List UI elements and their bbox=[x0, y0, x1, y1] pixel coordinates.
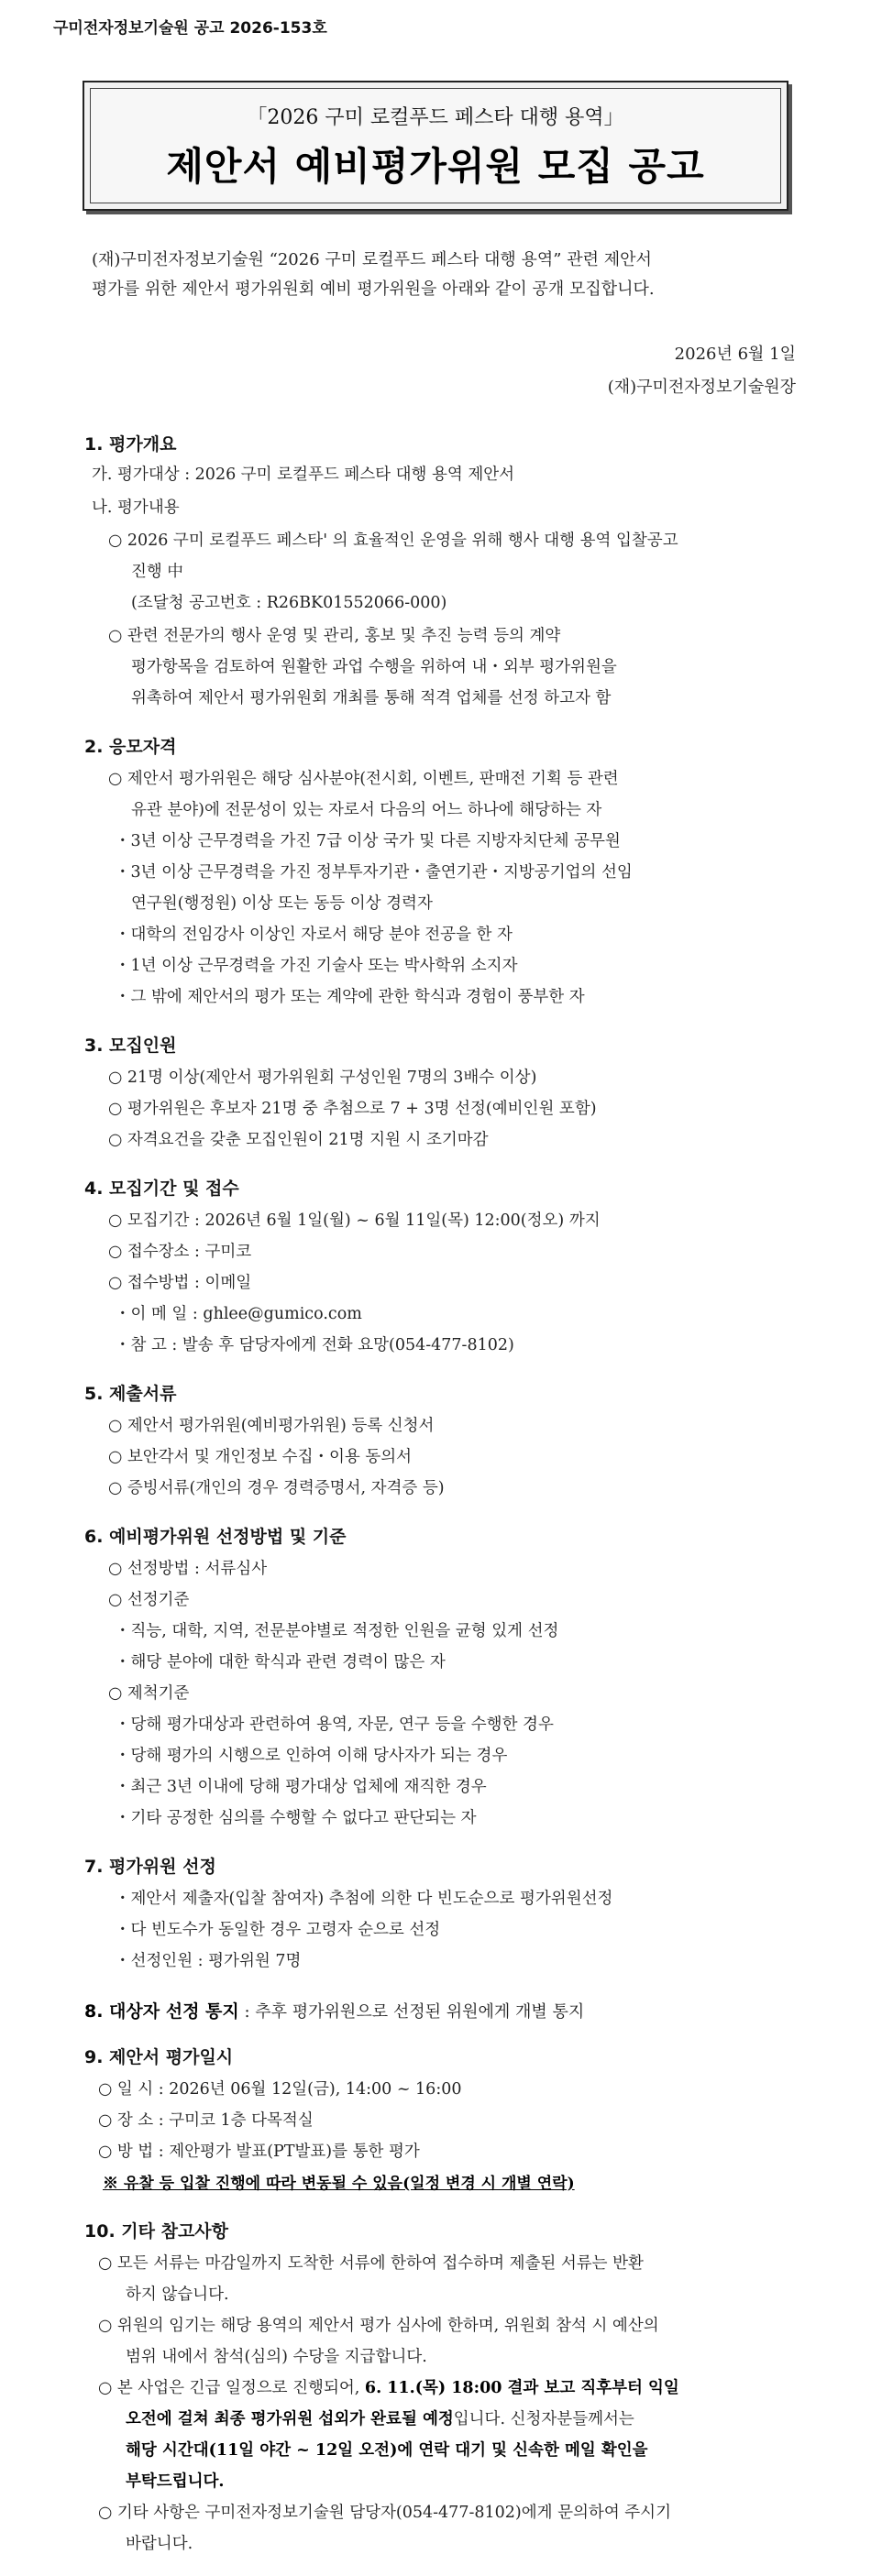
s2-line: 유관 분야)에 전문성이 있는 자로서 다음의 어느 하나에 해당하는 자 bbox=[131, 801, 602, 819]
s10-line: 하지 않습니다. bbox=[126, 2286, 229, 2304]
s6-line: ○ 선정방법 : 서류심사 bbox=[108, 1560, 268, 1578]
page-title: 제안서 예비평가위원 모집 공고 bbox=[166, 144, 705, 189]
s1-line: 위촉하여 제안서 평가위원회 개최를 통해 적격 업체를 선정 하고자 함 bbox=[131, 689, 612, 707]
s6-line: ・당해 평가의 시행으로 인하여 이해 당사자가 되는 경우 bbox=[115, 1747, 508, 1765]
s4-line: ・참 고 : 발송 후 담당자에게 전화 요망(054-477-8102) bbox=[115, 1336, 514, 1354]
s1-line: 평가항목을 검토하여 원활한 과업 수행을 위하여 내・외부 평가위원을 bbox=[131, 658, 617, 676]
s6-line: ・기타 공정한 심의를 수행할 수 없다고 판단되는 자 bbox=[115, 1809, 477, 1827]
s10-emphasis: 부탁드립니다. bbox=[126, 2472, 225, 2491]
section-8-title: 8. 대상자 선정 통지 bbox=[84, 2001, 239, 2022]
s7-line: ・선정인원 : 평가위원 7명 bbox=[115, 1952, 302, 1970]
s10-line-part: ○ 본 사업은 긴급 일정으로 진행되어, bbox=[98, 2379, 365, 2397]
intro-line-1: (재)구미전자정보기술원 “2026 구미 로컬푸드 페스타 대행 용역” 관련 제안서 bbox=[92, 250, 652, 269]
s10-emphasis: 6. 11.(목) 18:00 결과 보고 직후부터 익일 bbox=[364, 2379, 679, 2397]
s10-emphasis: 해당 시간대(11일 야간 ~ 12일 오전)에 연락 대기 및 신속한 메일 확인을 bbox=[126, 2441, 648, 2460]
section-10-title: 10. 기타 참고사항 bbox=[84, 2221, 229, 2242]
s7-line: ・다 빈도수가 동일한 경우 고령자 순으로 선정 bbox=[115, 1921, 441, 1939]
section-7-title: 7. 평가위원 선정 bbox=[84, 1857, 216, 1877]
notice-date: 2026년 6월 1일 bbox=[674, 345, 796, 364]
s2-line: ・3년 이상 근무경력을 가진 7급 이상 국가 및 다른 지방자치단체 공무원 bbox=[115, 832, 621, 850]
s9-line: ○ 일 시 : 2026년 06월 12일(금), 14:00 ~ 16:00 bbox=[98, 2080, 462, 2099]
s6-line: ・당해 평가대상과 관련하여 용역, 자문, 연구 등을 수행한 경우 bbox=[115, 1716, 554, 1734]
s7-line: ・제안서 제출자(입찰 참여자) 추첨에 의한 다 빈도순으로 평가위원선정 bbox=[115, 1890, 613, 1908]
s1-line: 가. 평가대상 : 2026 구미 로컬푸드 페스타 대행 용역 제안서 bbox=[92, 466, 515, 484]
s10-emphasis: 오전에 걸쳐 최종 평가위원 섭외가 완료될 예정 bbox=[126, 2410, 454, 2428]
s4-line: ○ 접수장소 : 구미코 bbox=[108, 1243, 252, 1261]
s4-line: ・이 메 일 : ghlee@gumico.com bbox=[115, 1305, 362, 1323]
title-box bbox=[83, 81, 788, 211]
section-3-title: 3. 모집인원 bbox=[84, 1036, 177, 1056]
s4-line: ○ 모집기간 : 2026년 6월 1일(월) ~ 6월 11일(목) 12:00(정오) 까지 bbox=[108, 1211, 601, 1230]
section-8-text: : 추후 평가위원으로 선정된 위원에게 개별 통지 bbox=[238, 2002, 585, 2022]
intro-paragraph bbox=[92, 246, 798, 304]
s1-line: (조달청 공고번호 : R26BK01552066-000) bbox=[131, 594, 447, 612]
issuer-name: (재)구미전자정보기술원장 bbox=[607, 378, 796, 397]
s10-line: ○ 위원의 임기는 해당 용역의 제안서 평가 심사에 한하며, 위원회 참석 시 예산의 bbox=[98, 2317, 659, 2335]
s2-line: ・그 밖에 제안서의 평가 또는 계약에 관한 학식과 경험이 풍부한 자 bbox=[115, 988, 585, 1006]
section-9-title: 9. 제안서 평가일시 bbox=[84, 2047, 234, 2067]
s6-line: ・직능, 대학, 지역, 전문분야별로 적정한 인원을 균형 있게 선정 bbox=[115, 1622, 559, 1640]
s3-line: ○ 자격요건을 갖춘 모집인원이 21명 지원 시 조기마감 bbox=[108, 1131, 489, 1149]
section-4-title: 4. 모집기간 및 접수 bbox=[84, 1178, 239, 1199]
s10-line bbox=[98, 2375, 679, 2398]
s2-line: ○ 제안서 평가위원은 해당 심사분야(전시회, 이벤트, 판매전 기획 등 관련 bbox=[108, 770, 619, 788]
s10-line-part: 입니다. 신청자분들께서는 bbox=[453, 2410, 634, 2428]
s1-line: 나. 평가내용 bbox=[92, 499, 180, 517]
s5-line: ○ 보안각서 및 개인정보 수집・이용 동의서 bbox=[108, 1448, 413, 1466]
s2-line: 연구원(행정원) 이상 또는 동등 이상 경력자 bbox=[131, 894, 433, 913]
s1-line: ○ 2026 구미 로컬푸드 페스타' 의 효율적인 운영을 위해 행사 대행 용역 입찰공고 bbox=[108, 532, 678, 550]
section-2-title: 2. 응모자격 bbox=[84, 737, 177, 757]
s10-line: ○ 모든 서류는 마감일까지 도착한 서류에 한하여 접수하며 제출된 서류는 반환 bbox=[98, 2254, 644, 2273]
notice-number: 구미전자정보기술원 공고 2026-153호 bbox=[53, 19, 327, 38]
s4-line: ○ 접수방법 : 이메일 bbox=[108, 1274, 252, 1292]
s6-line: ・최근 3년 이내에 당해 평가대상 업체에 재직한 경우 bbox=[115, 1778, 487, 1796]
intro-line-2: 평가를 위한 제안서 평가위원회 예비 평가위원을 아래와 같이 공개 모집합니다. bbox=[92, 280, 655, 299]
s10-line bbox=[126, 2406, 634, 2429]
s5-line: ○ 제안서 평가위원(예비평가위원) 등록 신청서 bbox=[108, 1417, 435, 1435]
s10-line: ○ 기타 사항은 구미전자정보기술원 담당자(054-477-8102)에게 문의하여 주시기 bbox=[98, 2504, 671, 2522]
s9-line: ○ 방 법 : 제안평가 발표(PT발표)를 통한 평가 bbox=[98, 2143, 420, 2161]
s10-line: 범위 내에서 참석(심의) 수당을 지급합니다. bbox=[126, 2348, 427, 2366]
s2-line: ・1년 이상 근무경력을 가진 기술사 또는 박사학위 소지자 bbox=[115, 957, 518, 975]
title-subtitle: ｢2026 구미 로컬푸드 페스타 대행 용역｣ bbox=[257, 106, 614, 129]
s10-line: 바랍니다. bbox=[126, 2535, 193, 2553]
s1-line: 진행 中 bbox=[131, 563, 183, 581]
s1-line: ○ 관련 전문가의 행사 운영 및 관리, 홍보 및 추진 능력 등의 계약 bbox=[108, 627, 561, 645]
s3-line: ○ 21명 이상(제안서 평가위원회 구성인원 7명의 3배수 이상) bbox=[108, 1069, 537, 1087]
title-box-inner bbox=[90, 88, 781, 203]
s3-line: ○ 평가위원은 후보자 21명 중 추첨으로 7 + 3명 선정(예비인원 포함) bbox=[108, 1100, 597, 1118]
section-5-title: 5. 제출서류 bbox=[84, 1384, 177, 1404]
s5-line: ○ 증빙서류(개인의 경우 경력증명서, 자격증 등) bbox=[108, 1479, 445, 1497]
s6-line: ○ 제척기준 bbox=[108, 1684, 190, 1703]
s6-line: ○ 선정기준 bbox=[108, 1591, 190, 1609]
section-1-title: 1. 평가개요 bbox=[84, 434, 177, 455]
schedule-change-note: ※ 유찰 등 입찰 진행에 따라 변동될 수 있음(일정 변경 시 개별 연락) bbox=[103, 2175, 575, 2193]
s2-line: ・대학의 전임강사 이상인 자로서 해당 분야 전공을 한 자 bbox=[115, 926, 513, 944]
section-8-row bbox=[84, 1998, 584, 2022]
section-6-title: 6. 예비평가위원 선정방법 및 기준 bbox=[84, 1527, 347, 1547]
s9-line: ○ 장 소 : 구미코 1층 다목적실 bbox=[98, 2111, 314, 2130]
s6-line: ・해당 분야에 대한 학식과 관련 경력이 많은 자 bbox=[115, 1653, 446, 1672]
s2-line: ・3년 이상 근무경력을 가진 정부투자기관・출연기관・지방공기업의 선임 bbox=[115, 863, 633, 882]
